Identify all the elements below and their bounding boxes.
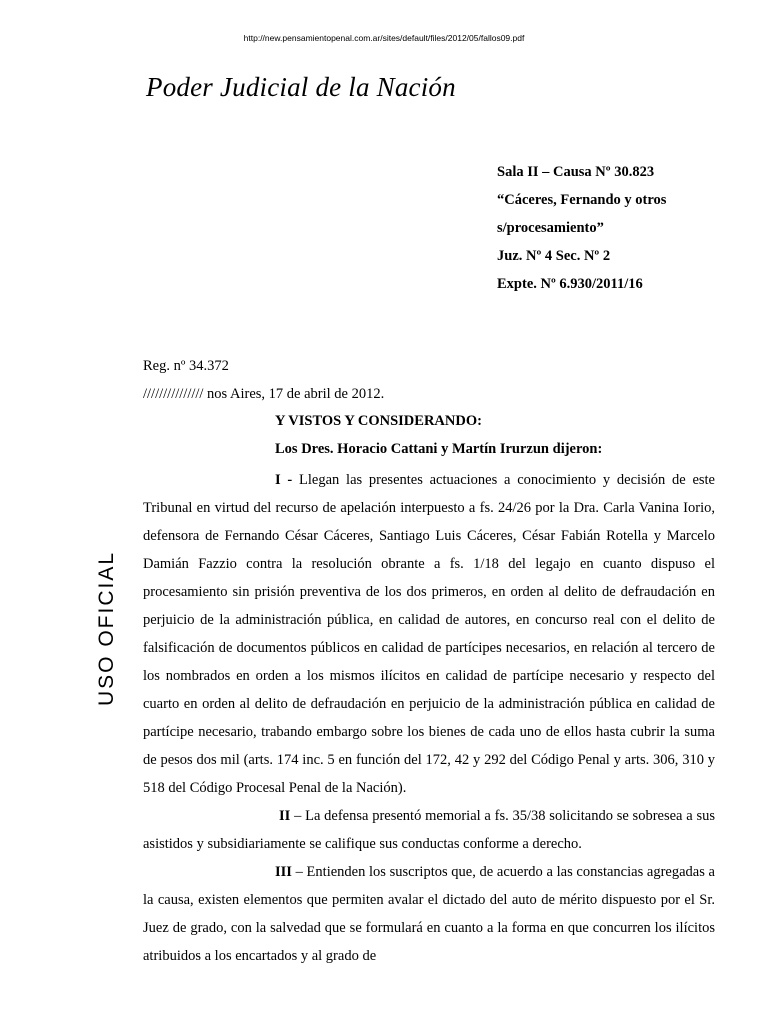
paragraph-1 xyxy=(143,466,715,802)
date-line: /////////////// nos Aires, 17 de abril de 2012. xyxy=(143,386,385,402)
paragraph-2 xyxy=(143,802,715,858)
paragraph-3-number: III xyxy=(275,864,292,880)
caption-juzgado: Juz. Nº 4 Sec. Nº 2 xyxy=(497,248,611,264)
section-heading: Y VISTOS Y CONSIDERANDO: xyxy=(275,413,482,429)
registry-number: Reg. nº 34.372 xyxy=(143,358,229,374)
caption-sala-causa: Sala II – Causa Nº 30.823 xyxy=(497,164,655,180)
uso-oficial-stamp: USO OFICIAL xyxy=(95,550,118,706)
paragraph-2-number: II xyxy=(279,808,291,824)
document-body xyxy=(143,466,715,970)
source-url[interactable]: http://new.pensamientopenal.com.ar/sites/default/files/2012/05/fallos09.pdf xyxy=(243,33,525,43)
caption-matter: s/procesamiento” xyxy=(497,220,604,236)
paragraph-2-text: – La defensa presentó memorial a fs. 35/38 solicitando se sobresea a sus asistidos y subsidiariamente se califique sus conductas conforme a derecho. xyxy=(143,808,715,852)
caption-parties: “Cáceres, Fernando y otros xyxy=(497,192,667,208)
case-caption xyxy=(497,158,666,298)
judges-heading: Los Dres. Horacio Cattani y Martín Irurzun dijeron: xyxy=(275,441,603,457)
caption-expediente: Expte. Nº 6.930/2011/16 xyxy=(497,276,643,292)
paragraph-1-text: Llegan las presentes actuaciones a conocimiento y decisión de este Tribunal en virtud del recurso de apelación interpuesto a fs. 24/26 por la Dra. Carla Vanina Iorio, defensora de Fernando César Cáceres, Santiago Luis Cáceres, César Fabián Rotella y Marcelo Damián Fazzio contra la resolución obrante a fs. 1/18 del legajo en cuanto dispuso el procesamiento sin prisión preventiva de los dos primeros, en orden al delito de defraudación en perjuicio de la administración pública, en calidad de autores, en concurso real con el delito de falsificación de documentos públicos en calidad de partícipes necesarios, en relación al tercero de los nombrados en orden a los mismos ilícitos en calidad de partícipe necesario y respecto del cuarto en orden al delito de defraudación en perjuicio de la administración pública en calidad de partícipe necesario, trabando embargo sobre los bienes de cada uno de ellos hasta cubrir la suma de pesos dos mil (arts. 174 inc. 5 en función del 172, 42 y 292 del Código Penal y arts. 306, 310 y 518 del Código Procesal Penal de la Nación). xyxy=(143,472,715,796)
letterhead-title: Poder Judicial de la Nación xyxy=(146,72,456,102)
paragraph-1-number: I - xyxy=(275,472,293,488)
paragraph-3 xyxy=(143,858,715,970)
paragraph-3-text: – Entienden los suscriptos que, de acuerdo a las constancias agregadas a la causa, existen elementos que permiten avalar el dictado del auto de mérito dispuesto por el Sr. Juez de grado, con la salvedad que se formulará en cuanto a la forma en que concurren los ilícitos atribuidos a los encartados y al grado de xyxy=(143,864,715,964)
